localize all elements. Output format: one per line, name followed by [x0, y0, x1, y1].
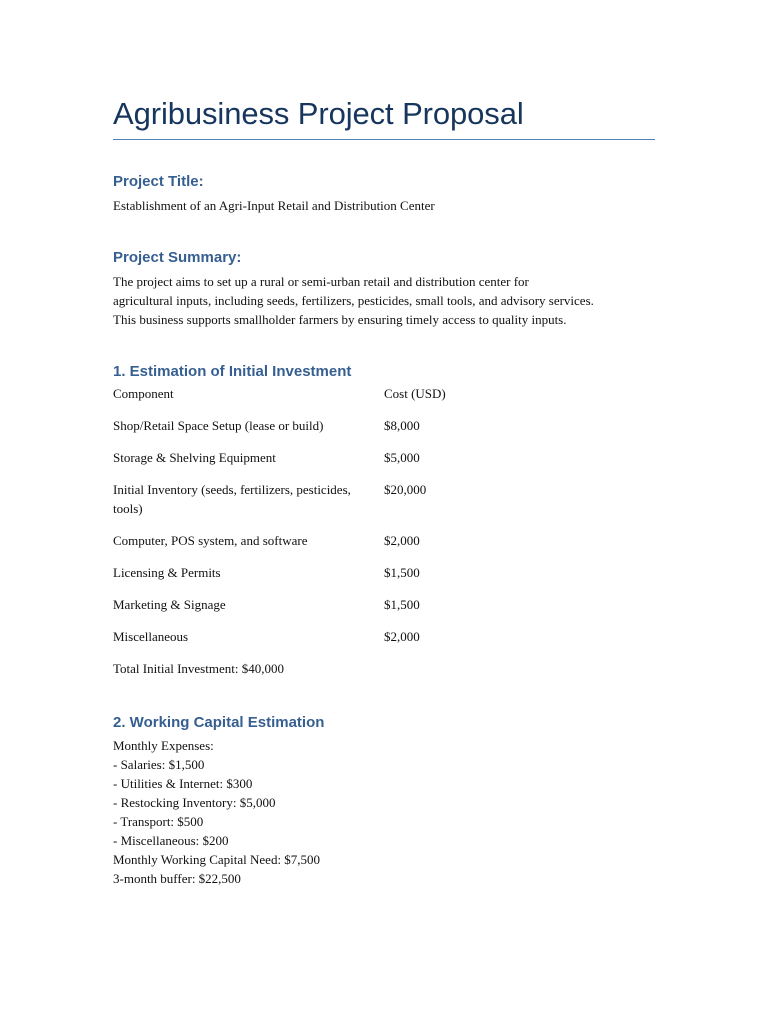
- component-cell: Initial Inventory (seeds, fertilizers, pesticides, tools): [113, 482, 351, 516]
- component-cell: Licensing & Permits: [113, 565, 221, 580]
- expense-item: - Utilities & Internet: $300: [113, 776, 253, 791]
- initial-investment-heading: 1. Estimation of Initial Investment: [113, 363, 352, 380]
- summary-line: agricultural inputs, including seeds, fertilizers, pesticides, small tools, and advisory services.: [113, 293, 594, 308]
- total-investment-text: Total Initial Investment: $40,000: [113, 661, 284, 676]
- cost-cell: $2,000: [384, 629, 420, 644]
- cost-cell: $8,000: [384, 418, 420, 433]
- cost-cell: $1,500: [384, 597, 420, 612]
- monthly-capital-need: Monthly Working Capital Need: $7,500: [113, 852, 321, 867]
- summary-line: This business supports smallholder farmers by ensuring timely access to quality inputs.: [113, 312, 567, 327]
- expense-item: - Salaries: $1,500: [113, 757, 205, 772]
- monthly-expenses-label: Monthly Expenses:: [113, 738, 214, 753]
- column-header-component: Component: [113, 386, 174, 401]
- project-summary-text: [113, 272, 661, 329]
- working-capital-details: [113, 736, 320, 888]
- cost-cell: $1,500: [384, 565, 420, 580]
- cost-cell: $20,000: [384, 482, 427, 497]
- cost-cell: $5,000: [384, 450, 420, 465]
- title-underline: [113, 139, 655, 140]
- expense-item: - Transport: $500: [113, 814, 204, 829]
- component-cell: Miscellaneous: [113, 629, 189, 644]
- component-cell: Computer, POS system, and software: [113, 533, 308, 548]
- document-title: Agribusiness Project Proposal: [113, 96, 524, 131]
- expense-item: - Miscellaneous: $200: [113, 833, 229, 848]
- component-cell: Marketing & Signage: [113, 597, 226, 612]
- cost-cell: $2,000: [384, 533, 420, 548]
- document-body: [113, 0, 655, 1024]
- project-title-text: Establishment of an Agri-Input Retail and Distribution Center: [113, 198, 435, 213]
- summary-line: The project aims to set up a rural or semi-urban retail and distribution center for: [113, 274, 529, 289]
- expense-item: - Restocking Inventory: $5,000: [113, 795, 276, 810]
- project-summary-heading: Project Summary:: [113, 249, 242, 266]
- component-cell: Shop/Retail Space Setup (lease or build): [113, 418, 324, 433]
- buffer-amount: 3-month buffer: $22,500: [113, 871, 241, 886]
- column-header-cost: Cost (USD): [384, 386, 446, 401]
- project-title-heading: Project Title:: [113, 173, 204, 190]
- working-capital-heading: 2. Working Capital Estimation: [113, 714, 325, 731]
- component-cell: Storage & Shelving Equipment: [113, 450, 276, 465]
